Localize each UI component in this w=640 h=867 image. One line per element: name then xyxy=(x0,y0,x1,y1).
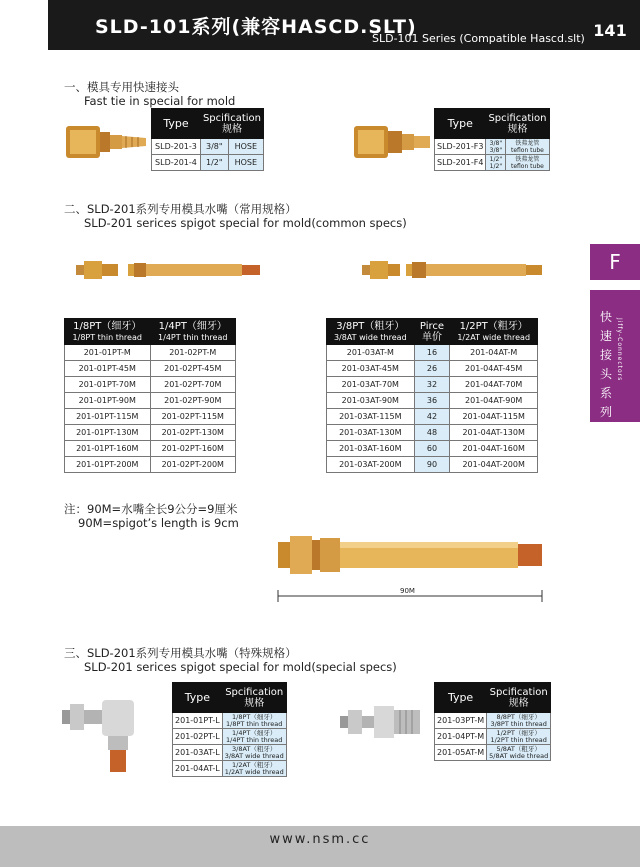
header-en: 1/8PT thin thread xyxy=(72,332,142,342)
table-cell: 201-03AT-160M xyxy=(327,441,415,457)
spec-top: 1/4PT（细牙） xyxy=(232,728,277,737)
spec-top: 1/8PT（细牙） xyxy=(232,712,277,721)
dimension-label: 90M xyxy=(400,587,415,595)
size-top: 3/8" xyxy=(489,139,503,147)
cell-spec xyxy=(222,745,286,761)
table-cell: 48 xyxy=(414,425,450,441)
side-tab-english: Jiffy-Connectors xyxy=(616,318,623,382)
teflon-connector-image xyxy=(350,122,432,162)
table-row xyxy=(327,409,538,425)
table-row xyxy=(65,377,236,393)
spec-top: 铁弗龙管 xyxy=(515,139,540,147)
spigot-image-1-8pt xyxy=(76,258,261,282)
header-spec xyxy=(222,683,286,713)
table-cell: 201-02PT-45M xyxy=(150,361,236,377)
side-char: 快 xyxy=(599,310,612,324)
header-spec-en: Spcification xyxy=(225,686,284,698)
table-cell: 201-03AT-200M xyxy=(327,457,415,473)
header-en: 3/8AT wide thread xyxy=(333,332,407,342)
spec-bottom: 5/8AT wide thread xyxy=(489,751,549,760)
header-spec-en: Spcification xyxy=(202,112,261,124)
header-spec xyxy=(200,109,263,139)
table-cell: 201-02PT-M xyxy=(150,345,236,361)
header-type: Type xyxy=(435,683,487,713)
side-char: 系 xyxy=(599,386,612,400)
cell-size: 1/2" xyxy=(200,155,228,171)
spec-bottom: 3/8PT thin thread xyxy=(490,719,547,728)
cell-spec: HOSE xyxy=(228,139,263,155)
table-row xyxy=(435,713,551,729)
cell-type: 201-03PT-M xyxy=(435,713,487,729)
section2-title-cn: 二、SLD-201系列专用模具水嘴（常用规格） xyxy=(64,202,297,216)
cell-type: 201-04PT-M xyxy=(435,729,487,745)
table-cell: 201-01PT-200M xyxy=(65,457,151,473)
header-spec-cn: 规格 xyxy=(508,697,529,709)
side-tab-category xyxy=(590,290,640,422)
header-spec-cn: 规格 xyxy=(507,123,528,135)
table-cell: 201-04AT-200M xyxy=(450,457,538,473)
table-row xyxy=(435,745,551,761)
cell-spec xyxy=(222,713,286,729)
side-char: 列 xyxy=(599,405,612,419)
spigot-dimension-image xyxy=(274,528,546,608)
table-row xyxy=(327,361,538,377)
table-cell: 201-03AT-115M xyxy=(327,409,415,425)
side-char: 接 xyxy=(599,348,612,362)
cell-spec xyxy=(487,713,551,729)
straight-spigot-image xyxy=(340,702,424,742)
side-tab-chinese xyxy=(598,308,614,422)
table-cell: 36 xyxy=(414,393,450,409)
header-spec-en: Spcification xyxy=(488,112,547,124)
header-spec-en: Spcification xyxy=(489,686,548,698)
table-cell: 201-01PT-90M xyxy=(65,393,151,409)
spec-top: 8/8PT（细牙） xyxy=(496,712,541,721)
table-cell: 201-03AT-90M xyxy=(327,393,415,409)
table-cell: 201-04AT-70M xyxy=(450,377,538,393)
cell-size xyxy=(486,155,506,171)
table-row xyxy=(327,393,538,409)
section2-title xyxy=(64,202,407,230)
section2-left-table xyxy=(64,318,236,473)
table-cell: 32 xyxy=(414,377,450,393)
table-row xyxy=(173,729,287,745)
cell-spec xyxy=(506,155,549,171)
table-row xyxy=(173,745,287,761)
table-row xyxy=(327,377,538,393)
section1-table-a xyxy=(151,108,264,171)
side-tab-letter: F xyxy=(590,244,640,280)
header-spec-cn: 规格 xyxy=(244,697,265,709)
table-cell: 201-03AT-45M xyxy=(327,361,415,377)
cell-type: SLD-201-4 xyxy=(152,155,201,171)
section3-table-a xyxy=(172,682,287,777)
header-cn: 3/8PT（粗牙） xyxy=(336,320,405,332)
table-cell: 201-03AT-130M xyxy=(327,425,415,441)
table-cell: 201-02PT-130M xyxy=(150,425,236,441)
table-cell: 60 xyxy=(414,441,450,457)
size-top: 1/2" xyxy=(489,155,503,163)
cell-spec xyxy=(506,139,549,155)
table-row xyxy=(327,457,538,473)
header-1-8pt xyxy=(65,319,151,345)
table-cell: 201-04AT-160M xyxy=(450,441,538,457)
table-cell: 201-04AT-115M xyxy=(450,409,538,425)
header-type: Type xyxy=(173,683,223,713)
size-bottom: 1/2" xyxy=(489,162,503,170)
spec-top: 3/8AT（粗牙） xyxy=(232,744,277,753)
table-cell: 201-03AT-70M xyxy=(327,377,415,393)
table-row xyxy=(65,457,236,473)
page-subtitle: SLD-101 Series (Compatible Hascd.slt) xyxy=(372,32,585,45)
spigot-image-3-8pt xyxy=(362,258,544,282)
section2-right-table xyxy=(326,318,538,473)
cell-size: 3/8" xyxy=(200,139,228,155)
cell-type: SLD-201-F4 xyxy=(435,155,486,171)
table-row xyxy=(435,155,550,171)
side-char: 头 xyxy=(599,367,612,381)
table-cell: 42 xyxy=(414,409,450,425)
cell-size xyxy=(486,139,506,155)
table-row xyxy=(65,409,236,425)
cell-spec xyxy=(487,745,551,761)
table-cell: 90 xyxy=(414,457,450,473)
table-row xyxy=(65,361,236,377)
header-type: Type xyxy=(435,109,486,139)
cell-type: 201-05AT-M xyxy=(435,745,487,761)
table-row xyxy=(152,139,264,155)
section1-title-en: Fast tie in special for mold xyxy=(84,94,236,108)
table-cell: 201-01PT-160M xyxy=(65,441,151,457)
table-row xyxy=(435,729,551,745)
table-row xyxy=(65,441,236,457)
cell-type: 201-01PT-L xyxy=(173,713,223,729)
table-cell: 26 xyxy=(414,361,450,377)
header-en: 1/4PT thin thread xyxy=(158,332,228,342)
note xyxy=(64,502,239,530)
table-cell: 201-03AT-M xyxy=(327,345,415,361)
header-cn: Pirce xyxy=(419,320,445,332)
header-en: 1/2AT wide thread xyxy=(457,332,531,342)
table-cell: 201-04AT-M xyxy=(450,345,538,361)
page-number: 141 xyxy=(593,20,627,40)
cell-spec xyxy=(222,729,286,745)
spec-top: 1/2PT（细牙） xyxy=(496,728,541,737)
spec-bottom: 1/4PT thin thread xyxy=(226,735,283,744)
spec-bottom: 1/8PT thin thread xyxy=(226,719,283,728)
section3-title xyxy=(64,646,397,674)
table-cell: 201-01PT-70M xyxy=(65,377,151,393)
cell-type: SLD-201-3 xyxy=(152,139,201,155)
header-cn: 1/2PT（粗牙） xyxy=(459,320,528,332)
header-type: Type xyxy=(152,109,201,139)
spec-bottom: teflon tube xyxy=(510,162,544,170)
section2-title-en: SLD-201 serices spigot special for mold(common specs) xyxy=(84,216,407,230)
header-spec-cn: 规格 xyxy=(221,123,242,135)
table-row xyxy=(327,441,538,457)
table-row xyxy=(65,425,236,441)
spec-bottom: teflon tube xyxy=(510,146,544,154)
table-row xyxy=(173,761,287,777)
table-row xyxy=(65,345,236,361)
spec-top: 铁弗龙管 xyxy=(515,155,540,163)
cell-type: SLD-201-F3 xyxy=(435,139,486,155)
size-bottom: 3/8" xyxy=(489,146,503,154)
header-spec xyxy=(486,109,549,139)
section3-table-b xyxy=(434,682,551,761)
elbow-spigot-image xyxy=(62,696,142,776)
table-cell: 201-02PT-90M xyxy=(150,393,236,409)
note-en: 90M=spigot’s length is 9cm xyxy=(78,516,239,530)
spec-top: 1/2AT（粗牙） xyxy=(232,760,277,769)
header-cn: 1/4PT（细牙） xyxy=(158,320,227,332)
table-cell: 201-04AT-45M xyxy=(450,361,538,377)
table-row xyxy=(327,425,538,441)
section1-table-b xyxy=(434,108,550,171)
section3-title-en: SLD-201 serices spigot special for mold(special specs) xyxy=(84,660,397,674)
table-cell: 201-02PT-160M xyxy=(150,441,236,457)
fast-connector-image xyxy=(62,122,148,162)
spec-bottom: 1/2PT thin thread xyxy=(490,735,547,744)
cell-spec xyxy=(222,761,286,777)
table-cell: 201-02PT-200M xyxy=(150,457,236,473)
footer-url: www.nsm.cc xyxy=(269,832,371,847)
spec-top: 5/8AT（粗牙） xyxy=(496,744,541,753)
table-row xyxy=(173,713,287,729)
page-title: SLD-101系列(兼容HASCD.SLT) xyxy=(95,16,417,38)
header-1-4pt xyxy=(150,319,236,345)
table-cell: 201-04AT-130M xyxy=(450,425,538,441)
header-3-8pt xyxy=(327,319,415,345)
table-row xyxy=(65,393,236,409)
header-price xyxy=(414,319,450,345)
note-cn: 注：90M=水嘴全长9公分=9厘米 xyxy=(64,502,238,516)
table-cell: 201-01PT-115M xyxy=(65,409,151,425)
table-row xyxy=(327,345,538,361)
table-cell: 201-01PT-130M xyxy=(65,425,151,441)
cell-spec xyxy=(487,729,551,745)
section1-title xyxy=(64,80,235,108)
spec-bottom: 3/8AT wide thread xyxy=(224,751,284,760)
cell-type: 201-02PT-L xyxy=(173,729,223,745)
table-cell: 201-04AT-90M xyxy=(450,393,538,409)
header-cn: 1/8PT（细牙） xyxy=(73,320,142,332)
cell-spec: HOSE xyxy=(228,155,263,171)
cell-type: 201-04AT-L xyxy=(173,761,223,777)
table-row xyxy=(435,139,550,155)
header-1-2pt xyxy=(450,319,538,345)
table-cell: 201-01PT-M xyxy=(65,345,151,361)
spec-bottom: 1/2AT wide thread xyxy=(224,767,284,776)
table-cell: 201-02PT-115M xyxy=(150,409,236,425)
side-char: 速 xyxy=(599,329,612,343)
cell-type: 201-03AT-L xyxy=(173,745,223,761)
table-row xyxy=(152,155,264,171)
table-cell: 201-01PT-45M xyxy=(65,361,151,377)
table-cell: 16 xyxy=(414,345,450,361)
header-spec xyxy=(487,683,551,713)
header-en: 单价 xyxy=(421,331,442,343)
section1-title-cn: 一、模具专用快速接头 xyxy=(64,80,179,94)
table-cell: 201-02PT-70M xyxy=(150,377,236,393)
section3-title-cn: 三、SLD-201系列专用模具水嘴（特殊规格） xyxy=(64,646,297,660)
